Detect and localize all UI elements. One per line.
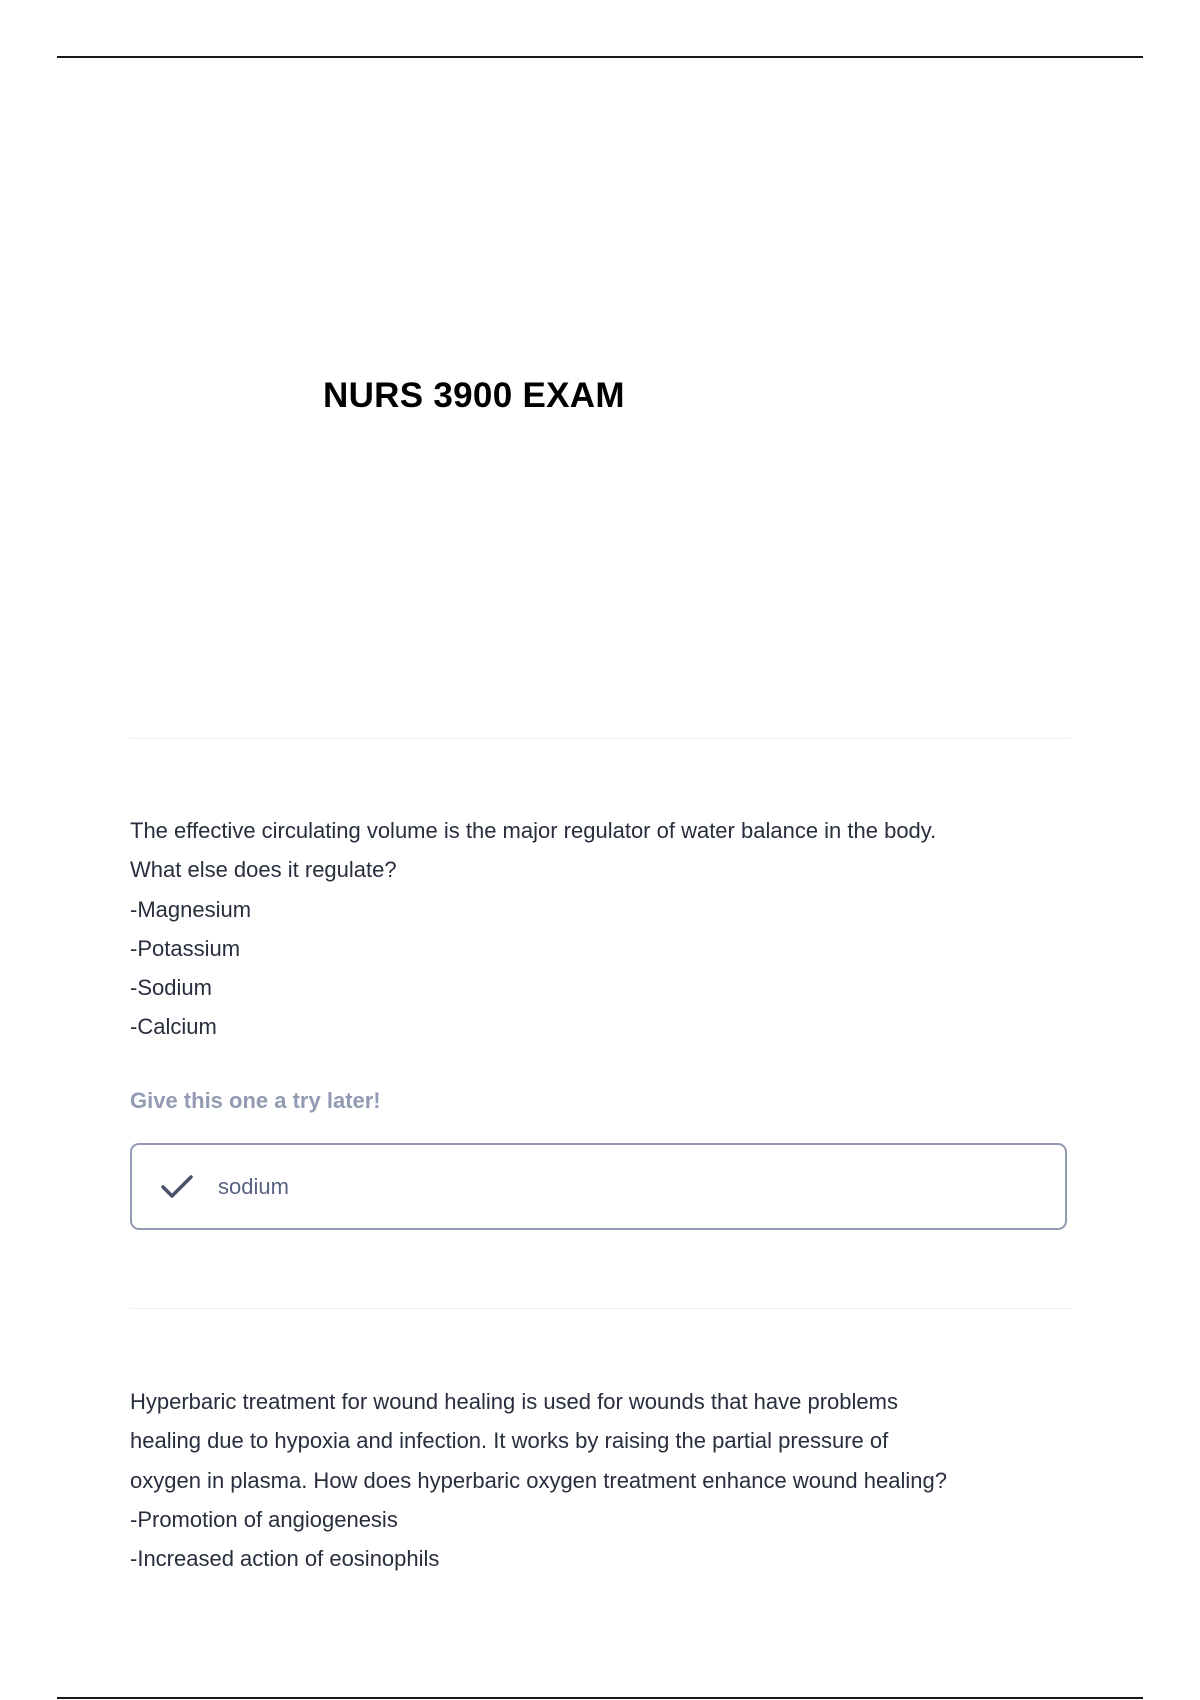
answer-box[interactable] (130, 1143, 1067, 1230)
answer-option: -Calcium (130, 1014, 217, 1040)
page-top-rule (57, 56, 1143, 58)
section-divider (130, 1308, 1071, 1309)
checkmark-icon (160, 1173, 194, 1201)
answer-option: -Increased action of eosinophils (130, 1546, 440, 1572)
question-text-line: Hyperbaric treatment for wound healing is used for wounds that have problems (130, 1389, 898, 1414)
answer-option: -Promotion of angiogenesis (130, 1506, 398, 1532)
answer-option: -Sodium (130, 975, 212, 1001)
question-text-line: The effective circulating volume is the major regulator of water balance in the body. (130, 818, 937, 843)
question-card (130, 1382, 1080, 1578)
page-bottom-rule (57, 1697, 1143, 1699)
question-card (130, 811, 1080, 1047)
answer-option: -Magnesium (130, 896, 252, 922)
answer-text: sodium (218, 1174, 289, 1199)
document-title: NURS 3900 EXAM (323, 376, 625, 415)
question-text-line: oxygen in plasma. How does hyperbaric oxygen treatment enhance wound healing? (130, 1467, 947, 1493)
question-text-line: healing due to hypoxia and infection. It works by raising the partial pressure of (130, 1428, 889, 1454)
answer-option: -Potassium (130, 935, 241, 961)
question-text-line: What else does it regulate? (130, 857, 397, 883)
section-divider (130, 738, 1071, 739)
try-later-hint: Give this one a try later! (130, 1088, 381, 1113)
